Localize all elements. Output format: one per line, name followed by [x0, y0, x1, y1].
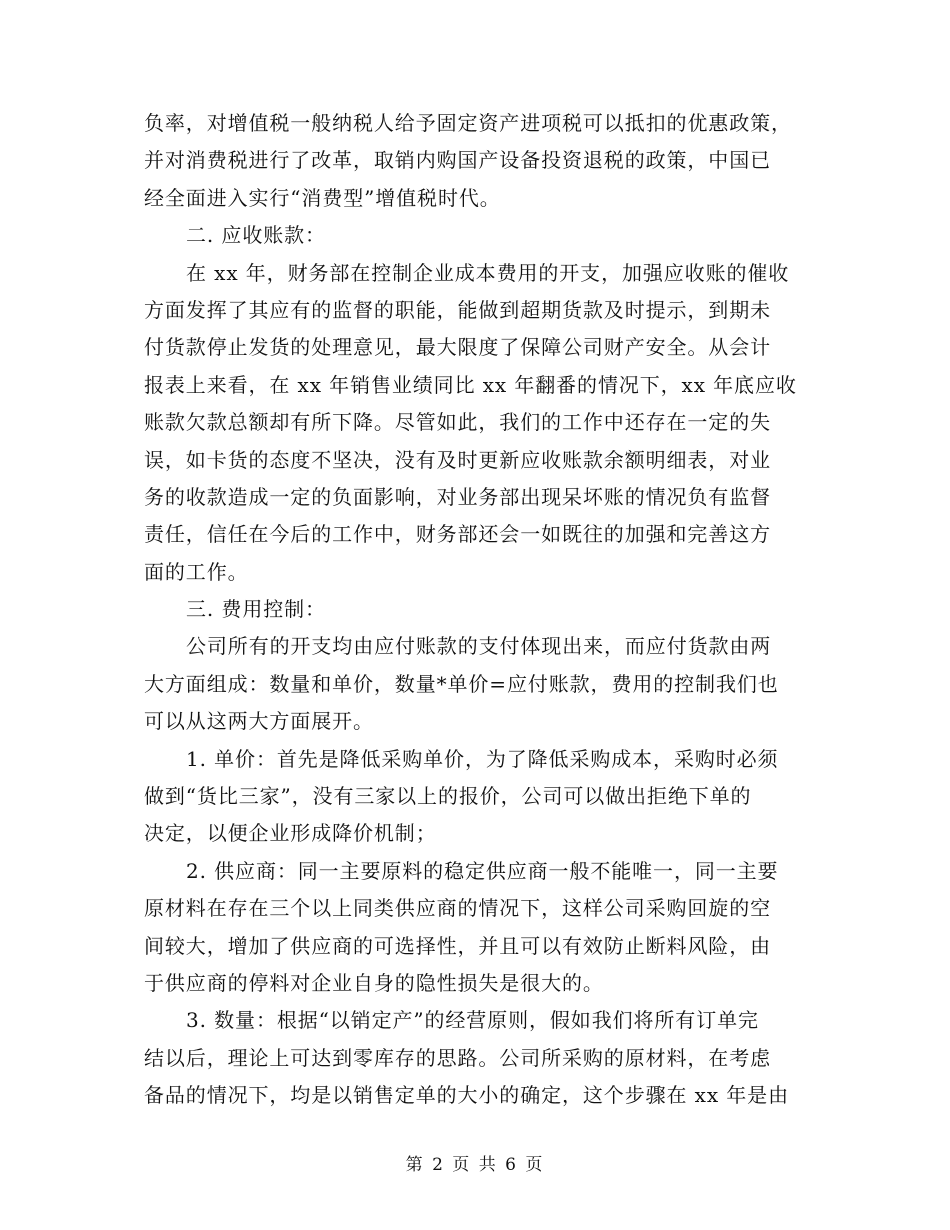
text-line: 在 xx 年，财务部在控制企业成本费用的开支，加强应收账的催收 [186, 260, 790, 285]
text-line: 做到“货比三家”，没有三家以上的报价，公司可以做出拒绝下单的 [144, 784, 752, 809]
text-line: 2. 供应商：同一主要原料的稳定供应商一般不能唯一，同一主要 [186, 858, 779, 883]
text-line: 3. 数量：根据“以销定产”的经营原则，假如我们将所有订单完 [186, 1008, 759, 1033]
text-line: 账款欠款总额却有所下降。尽管如此，我们的工作中还存在一定的失 [144, 410, 771, 435]
text-line: 付货款停止发货的处理意见，最大限度了保障公司财产安全。从会计 [144, 335, 771, 360]
text-line: 间较大，增加了供应商的可选择性，并且可以有效防止断料风险，由 [144, 933, 771, 958]
text-line: 二. 应收账款： [186, 223, 326, 248]
text-line: 误，如卡货的态度不坚决，没有及时更新应收账款余额明细表，对业 [144, 447, 771, 472]
text-line: 并对消费税进行了改革，取销内购国产设备投资退税的政策，中国已 [144, 148, 771, 173]
text-line: 于供应商的停料对企业自身的隐性损失是很大的。 [144, 970, 604, 995]
text-line: 面的工作。 [144, 559, 249, 584]
text-line: 务的收款造成一定的负面影响，对业务部出现呆坏账的情况负有监督 [144, 484, 771, 509]
text-line: 1. 单价：首先是降低采购单价，为了降低采购成本，采购时必须 [186, 746, 779, 771]
text-line: 经全面进入实行“消费型”增值税时代。 [144, 185, 501, 210]
text-line: 决定，以便企业形成降价机制； [144, 821, 437, 846]
text-line: 公司所有的开支均由应付账款的支付体现出来，而应付货款由两 [186, 634, 772, 659]
text-line: 大方面组成：数量和单价，数量*单价=应付账款，费用的控制我们也 [144, 671, 779, 696]
text-line: 方面发挥了其应有的监督的职能，能做到超期货款及时提示，到期未 [144, 297, 771, 322]
text-line: 备品的情况下，均是以销售定单的大小的确定，这个步骤在 xx 年是由 [144, 1083, 789, 1108]
document-body [144, 105, 812, 1115]
text-line: 三. 费用控制： [186, 597, 326, 622]
text-line: 责任，信任在今后的工作中，财务部还会一如既往的加强和完善这方 [144, 522, 771, 547]
text-line: 报表上来看，在 xx 年销售业绩同比 xx 年翻番的情况下，xx 年底应收 [144, 372, 797, 397]
text-line: 负率，对增值税一般纳税人给予固定资产进项税可以抵扣的优惠政策， [144, 111, 792, 135]
text-line: 结以后，理论上可达到零库存的思路。公司所采购的原材料，在考虑 [144, 1045, 771, 1070]
text-line: 可以从这两大方面展开。 [144, 709, 374, 734]
page-number-footer: 第 2 页 共 6 页 [405, 1155, 545, 1175]
text-line: 原材料在存在三个以上同类供应商的情况下，这样公司采购回旋的空 [144, 896, 771, 921]
